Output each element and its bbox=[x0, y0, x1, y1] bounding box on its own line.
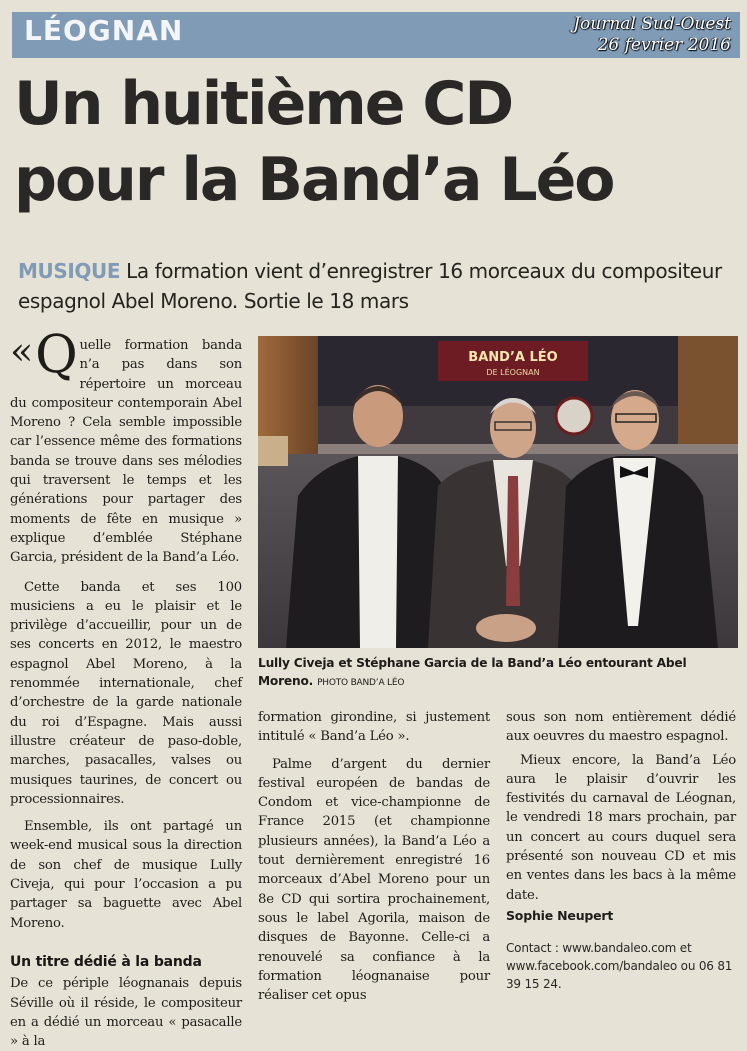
source-date: 26 fevrier 2016 bbox=[597, 35, 731, 55]
contact-info: Contact : www.bandaleo.com et www.facebook.com/bandaleo ou 06 81 39 15 24. bbox=[506, 941, 733, 992]
article-paragraph-7: sous son nom entièrement dédié aux oeuvres du maestro espagnol. bbox=[506, 710, 736, 745]
article-column-left bbox=[10, 325, 242, 1051]
section-label: LÉOGNAN bbox=[24, 14, 184, 47]
article-column-middle bbox=[258, 708, 490, 1005]
article-paragraph-3: Ensemble, ils ont partagé un week-end musical sous la direction de son chef de musique Lully Civeja, qui pour l’occasion a pu partager sa baguette avec Abel Moreno. bbox=[10, 819, 242, 931]
deck-kicker: MUSIQUE bbox=[18, 259, 121, 283]
article-paragraph-6: Palme d’argent du dernier festival européen de bandas de Condom et vice-championne de France 2015 (et championne plusieurs années), la Band’a Léo a tout dernièrement enregistré 16 morceaux d’Abel Moreno pour un 8e CD qui sortira prochainement, sous le label Agorila, maison de disques de Bayonne. Celle-ci a renouvelé sa confiance à la formation léognanaise pour réaliser cet opus bbox=[258, 756, 490, 1004]
photo-illustration bbox=[258, 336, 738, 648]
byline: Sophie Neupert bbox=[506, 907, 614, 923]
drop-cap: Q bbox=[35, 325, 78, 385]
photo-credit: PHOTO BAND’A LÉO bbox=[317, 678, 405, 688]
article-column-right bbox=[506, 708, 736, 993]
banner-subtitle: DE LÉOGNAN bbox=[486, 368, 540, 377]
deck-text: La formation vient d’enregistrer 16 morceaux du compositeur espagnol Abel Moreno. Sortie le 18 mars bbox=[18, 259, 722, 313]
article-paragraph-2: Cette banda et ses 100 musiciens a eu le plaisir et le privilège d’accueillir, pour un de ses concerts en 2012, le maestro espagnol Abel Moreno, à la renommée internationale, chef d’orchestre de la garde nationale du roi d’Espagne. Mais aussi illustre créateur de paso-doble, marches, pasacalles, valses ou musiques taurines, de concert ou processionnaires. bbox=[10, 579, 242, 807]
article-paragraph-4: De ce périple léognanais depuis Séville où il réside, le compositeur en a dédié un morceau « pasacalle » à la bbox=[10, 976, 242, 1050]
bass-drum bbox=[556, 398, 592, 434]
deck bbox=[18, 256, 733, 316]
opening-quote: « bbox=[10, 329, 34, 373]
photo-caption bbox=[258, 654, 740, 692]
article-paragraph-1 bbox=[10, 325, 242, 568]
source-annotation bbox=[573, 14, 731, 56]
article-paragraph-8: Mieux encore, la Band’a Léo aura le plaisir d’ouvrir les festivités du carnaval de Léognan, le vendredi 18 mars prochain, par un concert au cours duquel sera présenté son nouveau CD et mis en ventes dans les bacs à la même date. bbox=[506, 752, 736, 903]
banner-title: BAND’A LÉO bbox=[468, 350, 558, 365]
caption-text: Lully Civeja et Stéphane Garcia de la Band’a Léo entourant Abel Moreno. bbox=[258, 656, 687, 688]
headline-line-2: pour la Band’a Léo bbox=[14, 145, 614, 215]
paragraph-1-text: uelle formation banda n’a pas dans son répertoire un morceau du compositeur contemporain Abel Moreno ? Cela semble impossible car l’essence même des formations banda se trouve dans ses mélodies qui traversent le temps et les générations pour partager des moments de fête en musique » explique d’emblée Stéphane Garcia, président de la Band’a Léo. bbox=[10, 338, 242, 566]
source-publication: Journal Sud-Ouest bbox=[573, 14, 731, 34]
photo bbox=[258, 336, 738, 648]
article-subhead: Un titre dédié à la banda bbox=[10, 953, 202, 970]
article-paragraph-5: formation girondine, si justement intitulé « Band’a Léo ». bbox=[258, 710, 490, 745]
headline bbox=[14, 66, 739, 218]
headline-line-1: Un huitième CD bbox=[14, 69, 513, 139]
